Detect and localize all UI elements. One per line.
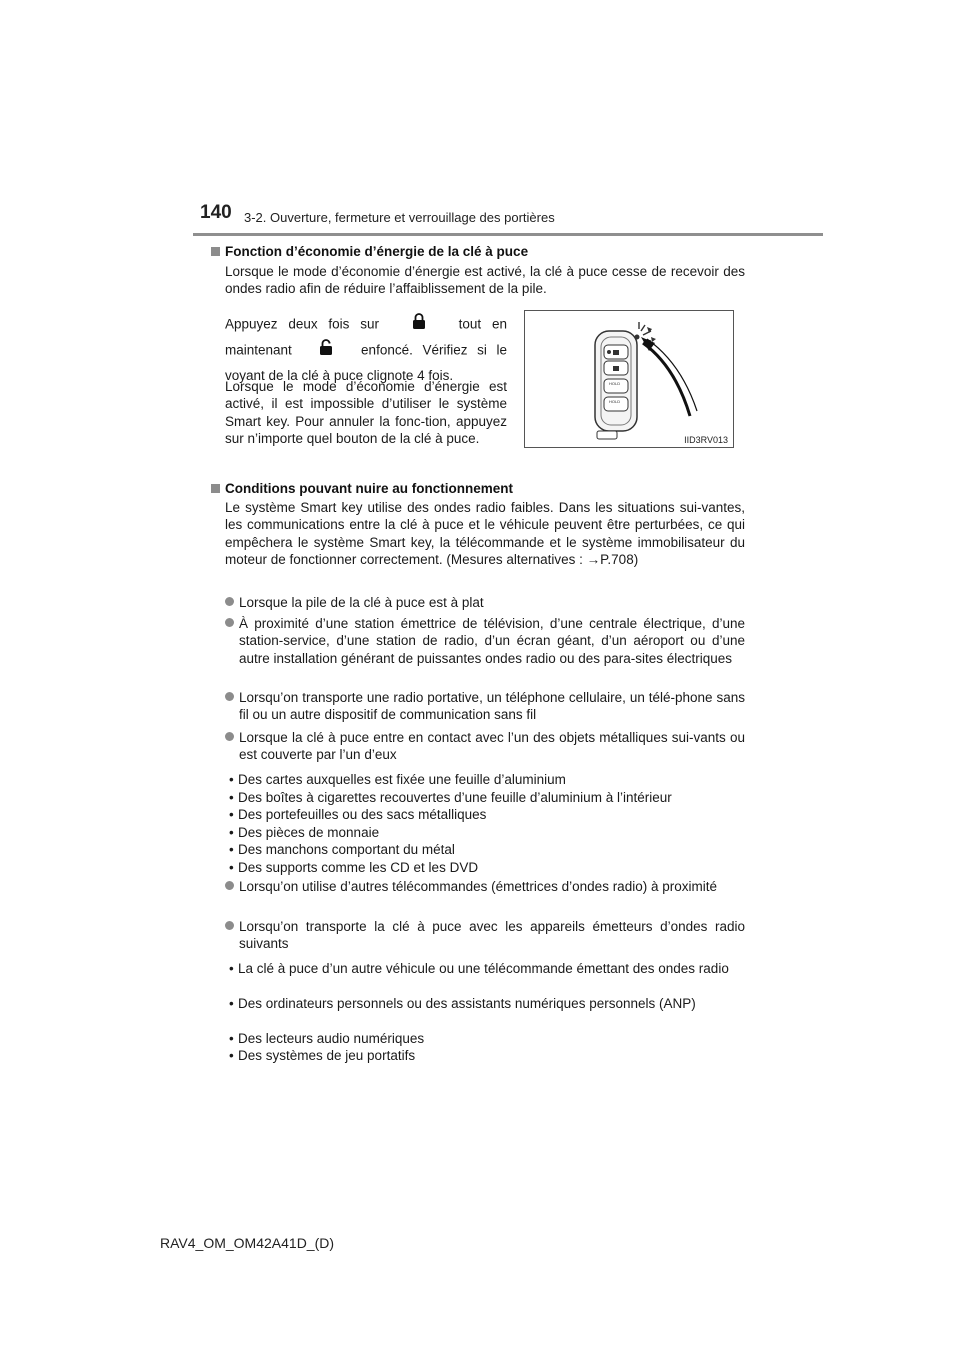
bullet-marker: [225, 692, 234, 701]
energy-step-part2: tout en maintenant: [225, 316, 507, 358]
list-item: Lorsqu’on utilise d’autres télécommandes (émettrices d’ondes radio) à proximité: [225, 878, 745, 895]
bullet-marker: [225, 618, 234, 627]
conditions-heading: [211, 480, 513, 497]
smart-key-figure: [524, 310, 734, 448]
energy-step-rest: Lorsque le mode d’économie d’énergie est activé, il est impossible d’utiliser le système Smart key. Pour annuler la fonc-tion, appuyez sur n’importe quel bouton de la clé à puce.: [225, 379, 507, 447]
header-rule: [193, 233, 823, 236]
list-item: À proximité d’une station émettrice de télévision, d’une centrale électrique, d’une station-service, d’une station de radio, d’un écran géant, d’un aéroport ou d’une autre installation générant de puissantes ondes radio ou des para-sites électriques: [225, 615, 745, 667]
list-item: • Des systèmes de jeu portatifs: [229, 1048, 416, 1063]
lock-icon: [412, 312, 426, 338]
heading-marker: [211, 247, 220, 256]
list-item: • Des pièces de monnaie: [229, 825, 380, 840]
energy-heading: [211, 243, 528, 260]
conditions-intro: Le système Smart key utilise des ondes radio faibles. Dans les situations sui-vantes, les communications entre la clé à puce et le véhicule peuvent être perturbées, ce qui empêchera le système Smart key, la télécommande et le système immobilisateur du moteur de fonctionner correctement. (Mesures alternatives : →P.708): [225, 500, 745, 568]
smart-key-illustration: [525, 311, 733, 447]
svg-text:HOLD: HOLD: [609, 381, 621, 386]
list-item: • Des cartes auxquelles est fixée une feuille d’aluminium: [229, 772, 566, 787]
energy-step-part3: enfoncé. Vérifiez si le voyant de la clé à puce clignote 4 fois.: [225, 342, 507, 383]
list-item: • Des supports comme les CD et les DVD: [229, 860, 479, 875]
figure-caption: IID3RV013: [684, 435, 728, 445]
energy-step-part1: Appuyez deux fois sur: [225, 316, 379, 332]
list-item: Lorsqu’on transporte une radio portative, un téléphone cellulaire, un télé-phone sans fil ou un autre dispositif de communication sans fil: [225, 689, 745, 724]
energy-step: [225, 312, 507, 388]
list-item: • Des portefeuilles ou des sacs métalliques: [229, 807, 487, 822]
list-item: • Des ordinateurs personnels ou des assistants numériques personnels (ANP): [229, 996, 696, 1011]
bullet-marker: [225, 921, 234, 930]
document-code: RAV4_OM_OM42A41D_(D): [160, 1235, 335, 1251]
bullet-marker: [225, 881, 234, 890]
energy-heading-text: Fonction d’économie d’énergie de la clé à puce: [225, 244, 529, 259]
list-item: Lorsque la clé à puce entre en contact avec l’un des objets métalliques sui-vants ou est couverte par l’un d’eux: [225, 729, 745, 764]
unlock-icon: [319, 338, 333, 364]
page-number: 140: [200, 202, 232, 223]
svg-text:HOLD: HOLD: [609, 399, 621, 404]
list-item: • Des boîtes à cigarettes recouvertes d’une feuille d’aluminium à l’intérieur: [229, 790, 672, 805]
list-item: Lorsqu’on transporte la clé à puce avec les appareils émetteurs d’ondes radio suivants: [225, 918, 745, 953]
bullet-marker: [225, 732, 234, 741]
list-item: • Des manchons comportant du métal: [229, 842, 455, 857]
heading-marker: [211, 484, 220, 493]
energy-intro: Lorsque le mode d’économie d’énergie est activé, la clé à puce cesse de recevoir des ondes radio afin de réduire l’affaiblissement de la pile.: [225, 264, 745, 297]
bullet-marker: [225, 597, 234, 606]
list-item: • La clé à puce d’un autre véhicule ou une télécommande émettant des ondes radio: [229, 961, 729, 976]
list-item: Lorsque la pile de la clé à puce est à plat: [225, 594, 745, 611]
conditions-heading-text: Conditions pouvant nuire au fonctionnement: [225, 481, 513, 496]
section-title: 3-2. Ouverture, fermeture et verrouillage des portières: [244, 210, 555, 225]
list-item: • Des lecteurs audio numériques: [229, 1031, 425, 1046]
